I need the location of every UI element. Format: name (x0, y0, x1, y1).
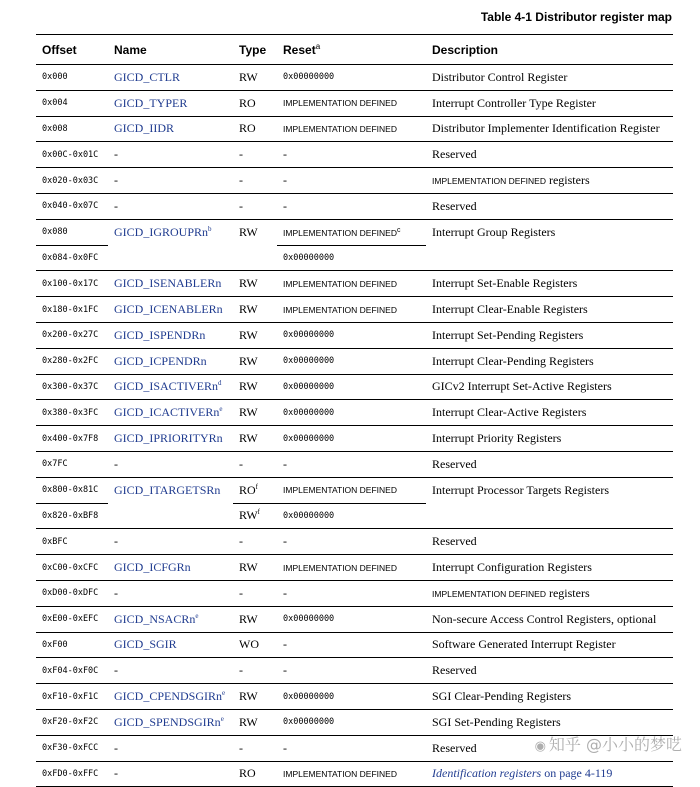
table-row (36, 193, 673, 219)
description-cell (426, 193, 673, 219)
type-cell: WO (233, 632, 277, 658)
description-prefix: IMPLEMENTATION DEFINED (432, 588, 546, 599)
table-row (36, 606, 673, 632)
register-name-cell (108, 761, 233, 787)
camera-icon: ◉ (534, 739, 546, 754)
type-cell: - (233, 168, 277, 194)
register-name-link[interactable] (108, 65, 233, 91)
offset-cell: 0x380-0x3FC (36, 400, 108, 426)
description-text: Reserved (432, 456, 477, 471)
description-text: Distributor Implementer Identification Register (432, 121, 660, 136)
offset-cell: 0xE00-0xEFC (36, 606, 108, 632)
header-reset-label: Reset (283, 43, 316, 57)
type-value: RO (239, 482, 256, 497)
offset-cell: 0x400-0x7F8 (36, 426, 108, 452)
description-prefix: IMPLEMENTATION DEFINED (432, 176, 546, 187)
header-row (36, 35, 673, 65)
offset-cell: 0x200-0x27C (36, 322, 108, 348)
description-cell (426, 632, 673, 658)
distributor-register-table (36, 34, 673, 787)
offset-cell: 0x084-0x0FC (36, 245, 108, 271)
type-cell: RW (233, 426, 277, 452)
description-cell (426, 297, 673, 323)
offset-cell: 0x004 (36, 90, 108, 116)
name-note: e (219, 405, 223, 414)
table-row (36, 529, 673, 555)
description-text: Reserved (432, 534, 477, 549)
description-text: Interrupt Configuration Registers (432, 560, 592, 575)
register-name-cell (108, 658, 233, 684)
type-value: RW (239, 508, 258, 523)
table-row (36, 632, 673, 658)
register-name: - (114, 585, 118, 600)
reset-cell: IMPLEMENTATION DEFINED (277, 297, 426, 323)
description-cell (426, 271, 673, 297)
type-cell (233, 477, 277, 503)
table-row (36, 297, 673, 323)
description-text: SGI Clear-Pending Registers (432, 689, 572, 704)
description-cell (426, 116, 673, 142)
register-name: - (114, 740, 118, 755)
table-row (36, 580, 673, 606)
offset-cell: 0x800-0x81C (36, 477, 108, 503)
register-name-link[interactable] (108, 426, 233, 452)
description-text: Interrupt Set-Enable Registers (432, 276, 578, 291)
register-name-link[interactable] (108, 606, 233, 632)
offset-cell: 0xF04-0xF0C (36, 658, 108, 684)
description-cell (426, 65, 673, 91)
type-cell: - (233, 735, 277, 761)
table-row (36, 348, 673, 374)
table-row (36, 400, 673, 426)
reset-cell: 0x00000000 (277, 65, 426, 91)
reset-cell: - (277, 632, 426, 658)
reset-cell: IMPLEMENTATION DEFINED (277, 271, 426, 297)
header-reset (277, 35, 426, 65)
register-name-link[interactable] (108, 400, 233, 426)
register-name-cell (108, 142, 233, 168)
description-cell (426, 684, 673, 710)
description-text: Interrupt Clear-Active Registers (432, 405, 587, 420)
description-text: Interrupt Clear-Pending Registers (432, 353, 594, 368)
type-cell: RW (233, 348, 277, 374)
register-name: - (114, 173, 118, 188)
reset-cell: 0x00000000 (277, 348, 426, 374)
type-cell: RO (233, 761, 277, 787)
name-note: e (220, 714, 224, 723)
reset-value: IMPLEMENTATION DEFINED (283, 227, 397, 238)
type-cell: RW (233, 606, 277, 632)
description-text: Reserved (432, 198, 477, 213)
offset-cell: 0xBFC (36, 529, 108, 555)
register-name: GICD_IGROUPRn (114, 224, 209, 239)
reset-cell: 0x00000000 (277, 426, 426, 452)
reset-cell (277, 219, 426, 245)
table-row (36, 90, 673, 116)
register-name: - (114, 198, 118, 213)
reset-cell: 0x00000000 (277, 322, 426, 348)
register-name-cell (108, 580, 233, 606)
register-name-link[interactable] (108, 684, 233, 710)
description-cell (426, 90, 673, 116)
type-cell: RW (233, 555, 277, 581)
register-name: GICD_SPENDSGIRn (114, 714, 221, 729)
table-row (36, 374, 673, 400)
offset-cell: 0x280-0x2FC (36, 348, 108, 374)
description-cell (426, 451, 673, 477)
description-text: registers (545, 173, 590, 188)
register-name-cell (108, 451, 233, 477)
register-name: GICD_TYPER (114, 95, 188, 110)
register-name: GICD_SGIR (114, 637, 177, 652)
description-cell: Interrupt Group Registers (426, 219, 673, 271)
offset-cell: 0xD00-0xDFC (36, 580, 108, 606)
table-row (36, 168, 673, 194)
offset-cell: 0x180-0x1FC (36, 297, 108, 323)
register-name: - (114, 766, 118, 781)
register-name: GICD_IIDR (114, 121, 174, 136)
table-caption: Table 4-1 Distributor register map (480, 10, 672, 24)
reset-cell: IMPLEMENTATION DEFINED (277, 116, 426, 142)
type-cell: RW (233, 374, 277, 400)
name-note: b (208, 224, 212, 233)
type-note: f (255, 482, 259, 491)
table-row (36, 426, 673, 452)
type-cell: RW (233, 684, 277, 710)
register-name-link[interactable] (108, 297, 233, 323)
type-cell: - (233, 658, 277, 684)
reset-cell: IMPLEMENTATION DEFINED (277, 477, 426, 503)
header-offset: Offset (36, 35, 108, 65)
type-cell: RW (233, 322, 277, 348)
register-name-cell (108, 529, 233, 555)
register-name-link[interactable] (108, 90, 233, 116)
reset-cell: - (277, 658, 426, 684)
reset-cell: - (277, 142, 426, 168)
offset-cell: 0x080 (36, 219, 108, 245)
reset-cell: 0x00000000 (277, 606, 426, 632)
description-cell (426, 168, 673, 194)
register-name: GICD_ISPENDRn (114, 327, 206, 342)
register-name-link[interactable] (108, 555, 233, 581)
name-note: e (222, 689, 226, 698)
register-name: - (114, 663, 118, 678)
register-name: GICD_ICFGRn (114, 560, 191, 575)
description-text: Non-secure Access Control Registers, optional (432, 611, 657, 626)
reset-note: c (396, 226, 401, 234)
table-row (36, 761, 673, 787)
table-row (36, 142, 673, 168)
description-text: Interrupt Set-Pending Registers (432, 327, 584, 342)
offset-cell: 0xF30-0xFCC (36, 735, 108, 761)
register-name: GICD_ICENABLERn (114, 302, 223, 317)
register-name-link[interactable] (108, 271, 233, 297)
register-name-link[interactable] (108, 709, 233, 735)
register-name-link[interactable] (108, 116, 233, 142)
offset-cell: 0x000 (36, 65, 108, 91)
description-cell (426, 400, 673, 426)
table-row (36, 684, 673, 710)
offset-cell: 0x020-0x03C (36, 168, 108, 194)
register-name-cell (108, 168, 233, 194)
header-type: Type (233, 35, 277, 65)
description-text: Interrupt Controller Type Register (432, 95, 596, 110)
name-note: e (195, 611, 199, 620)
offset-cell: 0x300-0x37C (36, 374, 108, 400)
register-name: - (114, 456, 118, 471)
description-text: Reserved (432, 147, 477, 162)
reset-cell: IMPLEMENTATION DEFINED (277, 90, 426, 116)
type-cell: - (233, 580, 277, 606)
table-row (36, 451, 673, 477)
description-text: Reserved (432, 740, 477, 755)
register-name-cell (108, 735, 233, 761)
description-text: GICv2 Interrupt Set-Active Registers (432, 379, 612, 394)
header-reset-note: a (315, 42, 321, 51)
header-name: Name (108, 35, 233, 65)
register-name-link[interactable] (108, 374, 233, 400)
offset-cell: 0xF20-0xF2C (36, 709, 108, 735)
reset-cell: IMPLEMENTATION DEFINED (277, 555, 426, 581)
offset-cell: 0x7FC (36, 451, 108, 477)
reset-cell: - (277, 451, 426, 477)
type-cell (233, 503, 277, 529)
type-cell: - (233, 142, 277, 168)
register-name-link[interactable] (108, 632, 233, 658)
table-row (36, 322, 673, 348)
type-cell: RW (233, 65, 277, 91)
type-cell: RW (233, 271, 277, 297)
name-note: d (218, 379, 222, 388)
register-name: GICD_ISACTIVERn (114, 379, 218, 394)
table-row (36, 271, 673, 297)
register-name: GICD_CPENDSGIRn (114, 689, 223, 704)
table-row (36, 658, 673, 684)
reset-cell: 0x00000000 (277, 709, 426, 735)
description-cell (426, 555, 673, 581)
description-cell (426, 761, 673, 787)
identification-registers-link[interactable]: Identification registers (432, 766, 542, 781)
reset-cell: 0x00000000 (277, 374, 426, 400)
reset-cell: - (277, 735, 426, 761)
register-name: GICD_NSACRn (114, 611, 196, 626)
register-name: GICD_ICPENDRn (114, 353, 207, 368)
description-cell (426, 658, 673, 684)
register-name: - (114, 534, 118, 549)
description-cell (426, 374, 673, 400)
watermark (535, 732, 682, 755)
table-row (36, 116, 673, 142)
table-row (36, 219, 673, 245)
type-cell: RW (233, 709, 277, 735)
register-name: GICD_CTLR (114, 69, 180, 84)
offset-cell: 0xFD0-0xFFC (36, 761, 108, 787)
reset-cell: - (277, 168, 426, 194)
reset-cell: 0x00000000 (277, 684, 426, 710)
type-cell: RW (233, 400, 277, 426)
register-name: - (114, 147, 118, 162)
type-cell: RW (233, 297, 277, 323)
table-row (36, 555, 673, 581)
description-text: registers (545, 585, 590, 600)
offset-cell: 0x008 (36, 116, 108, 142)
description-cell (426, 580, 673, 606)
reset-cell: - (277, 529, 426, 555)
type-note: f (257, 508, 261, 517)
description-cell (426, 142, 673, 168)
reset-cell: 0x00000000 (277, 400, 426, 426)
register-name-cell (108, 193, 233, 219)
description-text: Reserved (432, 663, 477, 678)
offset-cell: 0xF10-0xF1C (36, 684, 108, 710)
register-name-link[interactable] (108, 322, 233, 348)
offset-cell: 0xC00-0xCFC (36, 555, 108, 581)
reset-cell: IMPLEMENTATION DEFINED (277, 761, 426, 787)
reset-cell: - (277, 193, 426, 219)
offset-cell: 0x040-0x07C (36, 193, 108, 219)
description-cell: Interrupt Processor Targets Registers (426, 477, 673, 529)
offset-cell: 0x00C-0x01C (36, 142, 108, 168)
description-cell (426, 348, 673, 374)
register-name-link[interactable] (108, 219, 233, 271)
description-text[interactable]: on page 4-119 (541, 766, 613, 781)
description-cell (426, 426, 673, 452)
type-cell: - (233, 193, 277, 219)
type-cell: - (233, 451, 277, 477)
description-text: Distributor Control Register (432, 69, 568, 84)
register-name: GICD_IPRIORITYRn (114, 431, 223, 446)
register-name-link[interactable]: GICD_ITARGETSRn (108, 477, 233, 529)
type-cell: RO (233, 116, 277, 142)
table-row (36, 477, 673, 503)
type-cell: RW (233, 219, 277, 271)
description-cell (426, 529, 673, 555)
description-text: Interrupt Priority Registers (432, 431, 562, 446)
description-text: SGI Set-Pending Registers (432, 714, 561, 729)
description-cell (426, 322, 673, 348)
reset-cell: - (277, 580, 426, 606)
type-cell: - (233, 529, 277, 555)
type-cell: RO (233, 90, 277, 116)
register-name-link[interactable] (108, 348, 233, 374)
offset-cell: 0x100-0x17C (36, 271, 108, 297)
register-name: GICD_ISENABLERn (114, 276, 222, 291)
description-text: Interrupt Clear-Enable Registers (432, 302, 588, 317)
offset-cell: 0x820-0xBF8 (36, 503, 108, 529)
register-name: GICD_ICACTIVERn (114, 405, 220, 420)
table-row (36, 65, 673, 91)
reset-cell: 0x00000000 (277, 245, 426, 271)
description-cell (426, 606, 673, 632)
reset-cell: 0x00000000 (277, 503, 426, 529)
offset-cell: 0xF00 (36, 632, 108, 658)
header-description: Description (426, 35, 673, 65)
watermark-text: 知乎 @小小的梦呓 (548, 735, 682, 754)
description-text: Software Generated Interrupt Register (432, 637, 616, 652)
